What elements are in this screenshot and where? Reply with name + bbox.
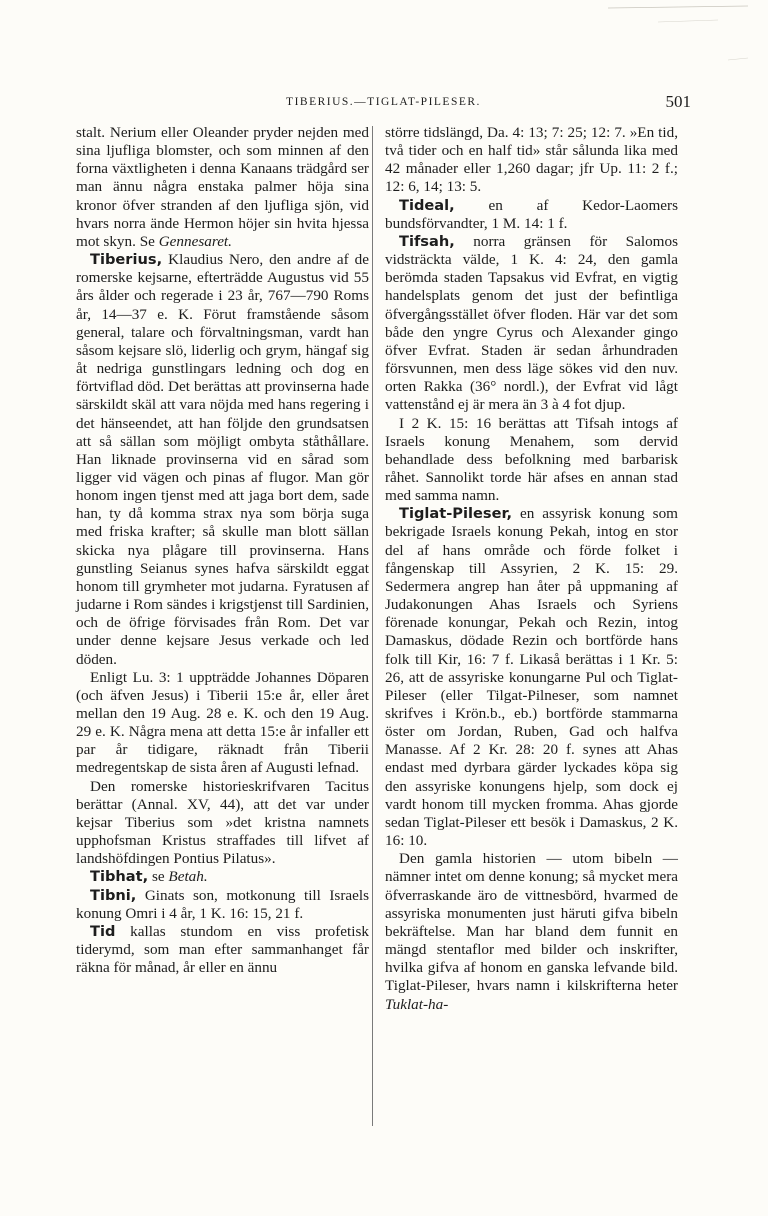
cross-reference: Gennesaret.	[158, 232, 232, 250]
entry-paragraph	[385, 197, 678, 233]
entry-text: stalt. Nerium eller Oleander pryder nejden med sina ljufliga blomster, och som minnen af den forna växtligheten i denna Kanaans trädgård ser man ännu några enstaka palmer höja sina kronor öfver stranden af den ljufliga sjön, vid hvars norra ände Hermon höjer sin hvita hjessa mot skyn. Se	[76, 124, 369, 250]
cross-reference: Betah.	[168, 868, 208, 886]
entry-paragraph	[76, 669, 369, 778]
entry-text: Ginats son, motkonung till Israels konung Omri i 4 år, 1 K. 16: 15, 21 f.	[76, 886, 369, 922]
left-column	[76, 124, 369, 977]
entry-text: större tidslängd, Da. 4: 13; 7: 25; 12: 7. »En tid, två tider och en half tid» står sålunda lika med 42 månader eller 1,260 dagar; jfr Up. 11: 2 f.; 12: 6, 14; 13: 5.	[385, 124, 678, 196]
entry-headword: Tiglat-Pileser,	[399, 505, 513, 523]
entry-paragraph	[76, 251, 369, 669]
entry-headword: Tiberius,	[90, 251, 163, 269]
entry-text: norra gränsen för Salomos vidsträckta välde, 1 K. 4: 24, den gamla berömda staden Tapsakus vid Evfrat, en vigtig handelsplats genom det just der befintliga öfvergångsstället öfver floden. Här var det som både den yngre Cyrus och Alexander gingo öfver Evfrat. Staden är sedan århundraden försvunnen, men dess läge sökes vid den nuv. orten Rakka (36° nordl.), der Evfrat vid lågt vattenstånd ej är mera än 3 à 4 fot djup.	[385, 232, 678, 414]
page-number: 501	[665, 92, 691, 111]
entry-headword: Tideal,	[399, 196, 455, 214]
entry-text: Klaudius Nero, den andre af de romerske kejsarne, efterträdde Augustus vid 55 års ålder och regerade i 23 år, 767—790 Roms år, 14—37 e. K. Förut framstående såsom general, talare och förvaltningsman, vardt han såsom kejsare slö, liderlig och grym, hängaf sig åt nedriga gunstlingars ledning och dog en förtviflad död. Det berättas att provinserna hade särskildt skäl att vara nöjda med hans regering i det hänseendet, att han följde den grundsatsen att så sällan som möjligt ombyta ståthållare. Han liknade provinserna vid en sårad som ligger vid vägen och pinas af flugor. Man gör honom ingen tjenst med att jaga bort dem, sade han, ty då komma strax nya som börja suga med friska krafter; så skulle man blott sällan skicka nya plågare till provinserna. Hans gunstling Seianus synes hafva särskildt eggat honom till grymheter mot judarna. Fyratusen af judarne i Rom sändes i krigstjenst till Sardinien, och de öfrige förvisades från Rom. Det var under denne kejsare Jesus verkade och led döden.	[76, 251, 369, 668]
entry-paragraph	[76, 887, 369, 923]
right-column	[385, 124, 678, 1014]
entry-text: kallas stundom en viss profetisk tiderymd, som man efter sammanhanget får räkna för månad, år eller en ännu	[76, 922, 369, 977]
entry-headword: Tibni,	[90, 886, 137, 904]
entry-paragraph	[385, 233, 678, 415]
entry-text: Den gamla historien — utom bibeln — nämner intet om denne konung; så mycket mera öfverraskande äro de vittnesbörd, hvarmed de assyriska monumenten just häruti gifva bibeln bekräftelse. Man har bland dem funnit en mängd stentaflor med bilder och inskrifter, hvilka gifva af honom en ganska lefvande bild. Tiglat-Pileser, hvars namn i kilskrifterna heter	[385, 850, 678, 995]
entry-paragraph	[385, 505, 678, 850]
entry-text: se	[148, 868, 169, 886]
column-divider	[372, 126, 373, 1126]
cross-reference: Tuklat-ha-	[385, 995, 449, 1013]
entry-headword: Tibhat,	[90, 868, 149, 886]
entry-paragraph	[385, 124, 678, 197]
entry-paragraph	[76, 868, 369, 886]
entry-paragraph	[76, 923, 369, 977]
entry-text: en assyrisk konung som bekrigade Israels konung Pekah, intog en stor del af hans område och förde folket i fångenskap till Assyrien, 2 K. 15: 29. Sedermera angrep han åter på uppmaning af Judakonungen Ahas Israels och Syriens förenade konungar, Pekah och Rezin, intog Damaskus, dödade Rezin och bortförde hans folk till Kir, 16: 7 f. Likaså berättas i 1 Kr. 5: 26, att de assyriske konungarne Pul och Tiglat-Pileser (eller Tilgat-Pilneser, som namnet skrifves i Krön.b., eb.) bortförde stammarna öster om Jordan, Ruben, Gad och halfva Manasse. Af 2 Kr. 28: 20 f. synes att Ahas endast med dyrbara gärder lyckades köpa sig den assyriske konungens hjelp, som dock ej vardt honom till mycken fromma. Ahas gjorde sedan Tiglat-Pileser ett besök i Damaskus, 2 K. 16: 10.	[385, 505, 678, 850]
entry-text: en af Kedor-Laomers bundsförvandter, 1 M. 14: 1 f.	[385, 196, 678, 232]
entry-headword: Tid	[90, 922, 116, 940]
entry-text: Enligt Lu. 3: 1 uppträdde Johannes Döparen (och äfven Jesus) i Tiberii 15:e år, eller året mellan den 19 Aug. 28 e. K. och den 19 Aug. 29 e. K. Några mena att detta 15:e år infaller ett par år tidigare, räknadt från Tiberii medregentskap de sista åren af Augusti lefnad.	[76, 668, 369, 777]
entry-text: Den romerske historieskrifvaren Tacitus berättar (Annal. XV, 44), att det var under kejsar Tiberius som »det kristna namnets upphofsman Kristus straffades till lifvet af landshöfdingen Pontius Pilatus».	[76, 777, 369, 868]
running-head: TIBERIUS.—TIGLAT-PILESER.	[286, 96, 481, 108]
entry-paragraph	[76, 778, 369, 869]
entry-text: I 2 K. 15: 16 berättas att Tifsah intogs af Israels konung Menahem, som dervid behandlade dess befolkning med barbarisk råhet. Sannolikt torde här afses en annan stad med samma namn.	[385, 414, 678, 505]
entry-paragraph	[385, 850, 678, 1013]
page-header	[76, 92, 691, 118]
entry-paragraph	[385, 415, 678, 506]
scan-edge-marks	[598, 0, 758, 80]
entry-headword: Tifsah,	[399, 232, 455, 250]
entry-paragraph	[76, 124, 369, 251]
